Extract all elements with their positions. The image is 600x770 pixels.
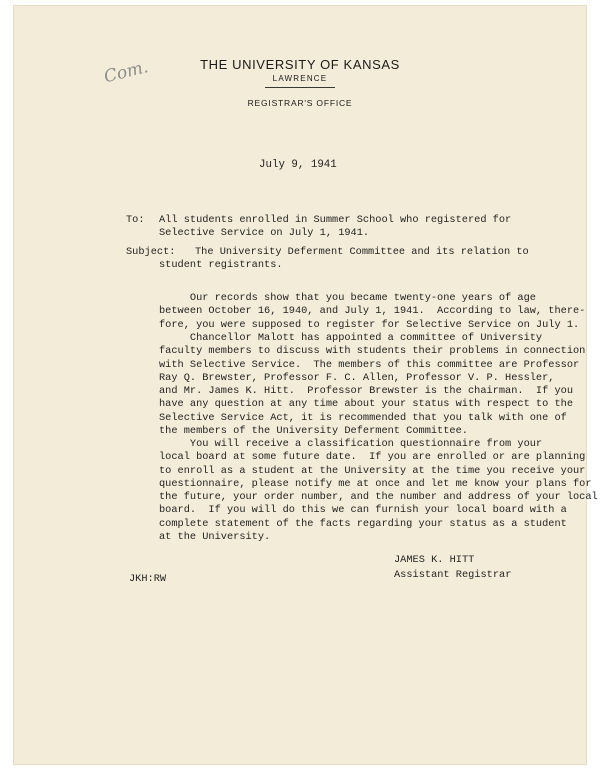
paragraph-records (159, 292, 586, 332)
paragraph-line: and Mr. James K. Hitt. Professor Brewster is the chairman. If you (159, 385, 574, 398)
paragraph-line: board. If you will do this we can furnish your local board with a (159, 504, 567, 517)
paragraph-line: questionnaire, please notify me at once and let me know your plans for (159, 477, 592, 490)
paragraph-line: Ray Q. Brewster, Professor F. C. Allen, Professor V. P. Hessler, (159, 371, 555, 384)
paragraph-line: between October 16, 1940, and July 1, 1941. According to law, there- (159, 305, 586, 318)
paragraph-committee (159, 332, 586, 438)
paragraph-line: You will receive a classification questionnaire from your (159, 438, 543, 450)
paragraph-line: the members of the University Deferment Committee. (159, 425, 468, 438)
paragraph-line: Selective Service Act, it is recommended that you talk with one of (159, 411, 567, 424)
paragraph-line: Our records show that you became twenty-one years of age (159, 292, 536, 304)
reference-initials: JKH:RW (129, 573, 167, 585)
to-label: To: (126, 214, 145, 226)
to-line: Selective Service on July 1, 1941. (159, 227, 370, 239)
to-line: All students enrolled in Summer School who registered for (159, 214, 512, 226)
letterhead-divider (265, 87, 335, 88)
subject-line: student registrants. (159, 259, 283, 271)
paragraph-line: with Selective Service. The members of this committee are Professor (159, 358, 580, 371)
paragraph-line: Chancellor Malott has appointed a committee of University (159, 332, 543, 344)
paragraph-line: have any question at any time about your status with respect to the (159, 398, 574, 411)
letter-page (14, 6, 598, 764)
paragraph-line: at the University. (159, 531, 271, 544)
subject-line: The University Deferment Committee and its relation to (195, 246, 529, 258)
paragraph-line: local board at some future date. If you are enrolled or are planning (159, 451, 586, 464)
paragraph-line: fore, you were supposed to register for Selective Service on July 1. (159, 318, 580, 331)
letterhead-office: REGISTRAR'S OFFICE (247, 98, 353, 108)
letterhead-city: LAWRENCE (272, 74, 328, 83)
paragraph-line: faculty members to discuss with students their problems in connection (159, 345, 586, 358)
handwritten-note: Com. (102, 57, 151, 88)
letterhead (14, 57, 586, 108)
paragraph-line: to enroll as a student at the University at the time you receive your (159, 464, 586, 477)
paragraph-line: complete statement of the facts regarding your status as a student (159, 517, 567, 530)
paragraph-questionnaire (159, 438, 598, 544)
signature-title: Assistant Registrar (394, 569, 512, 581)
subject-label: Subject: (126, 246, 176, 258)
letterhead-university: THE UNIVERSITY OF KANSAS (200, 57, 400, 72)
letter-date: July 9, 1941 (259, 159, 337, 171)
signature-name: JAMES K. HITT (394, 554, 475, 566)
paragraph-line: the future, your order number, and the number and address of your local (159, 491, 598, 504)
